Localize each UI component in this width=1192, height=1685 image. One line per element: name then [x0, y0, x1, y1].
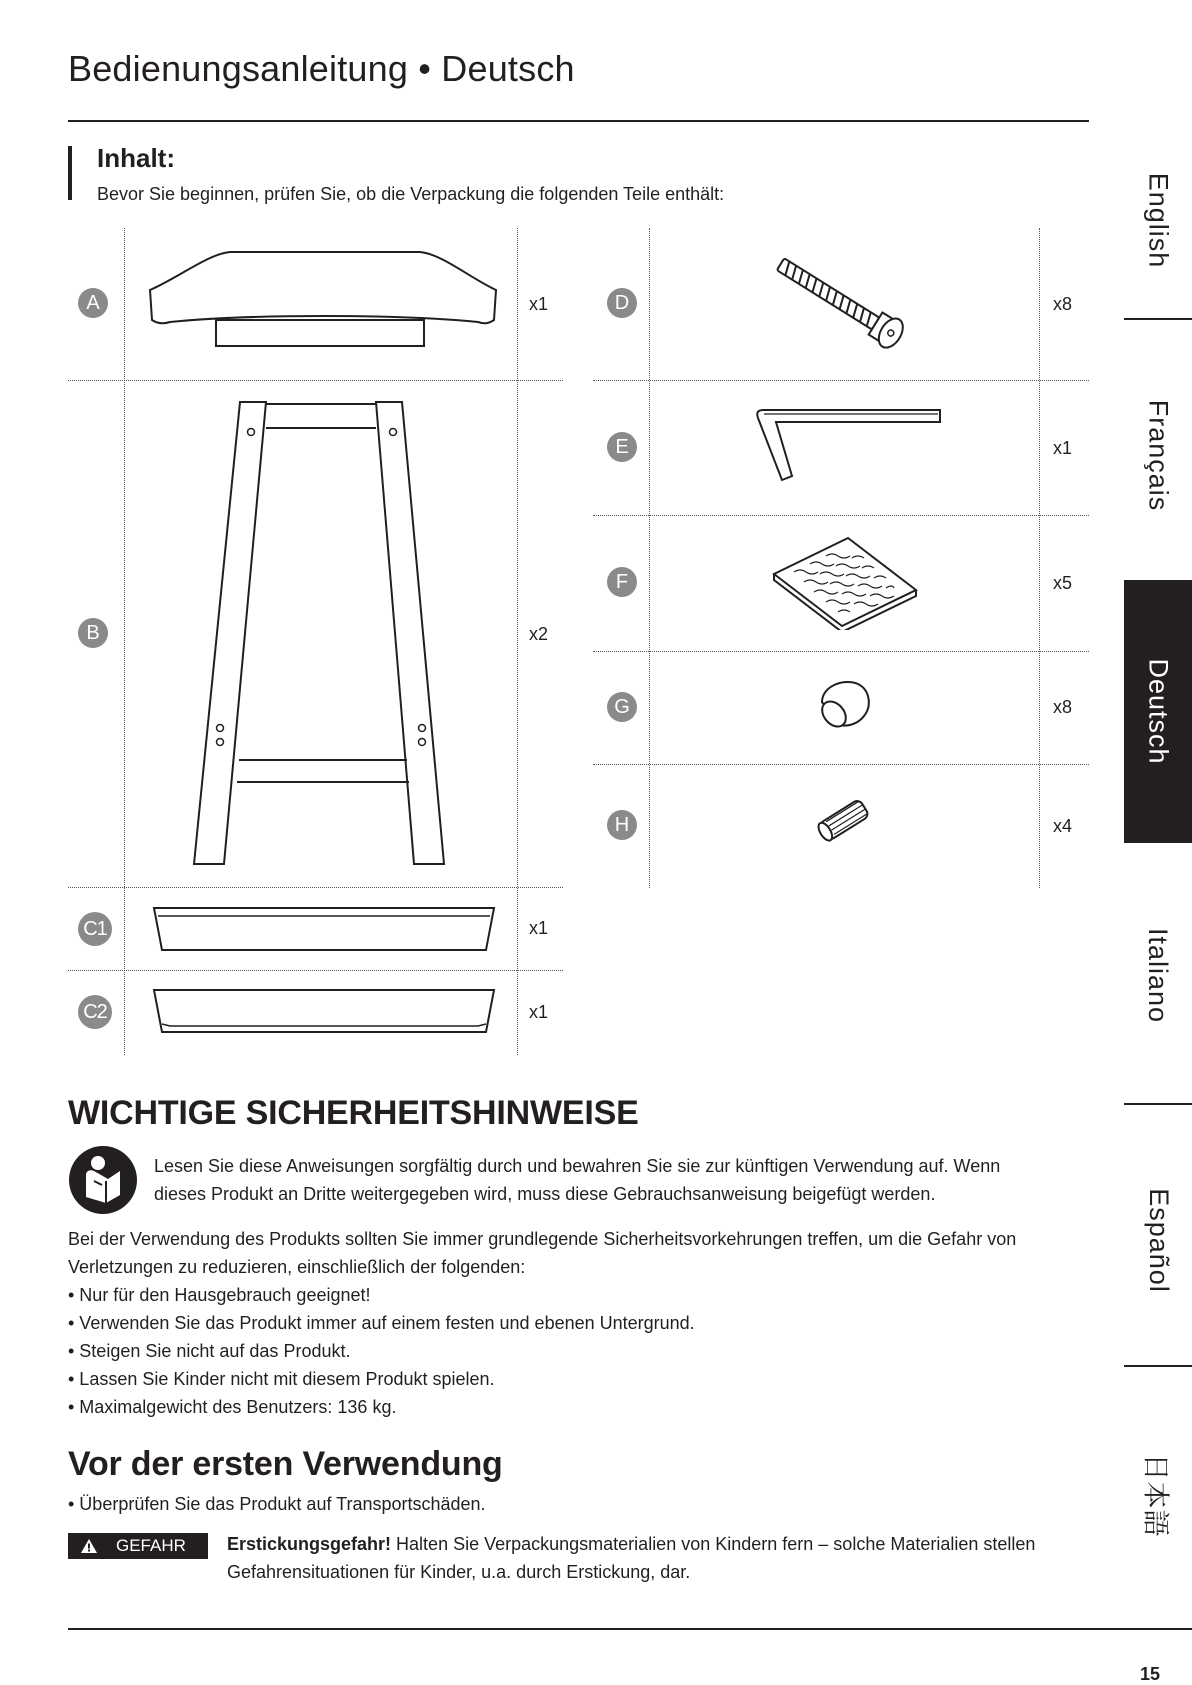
wooden-dowel-icon	[812, 796, 876, 844]
danger-label: GEFAHR	[116, 1536, 186, 1555]
grid-divider	[124, 228, 125, 1055]
safety-intro-line-2: dieses Produkt an Dritte weitergegeben wird, muss diese Gebrauchsanweisung beigefügt werden.	[154, 1184, 936, 1204]
part-label-d: D	[607, 288, 637, 318]
danger-text-line-2: Gefahrensituationen für Kinder, u.a. durch Erstickung, dar.	[227, 1562, 691, 1582]
safety-intro-line-1: Lesen Sie diese Anweisungen sorgfältig durch und bewahren Sie sie zur künftigen Verwendung auf. Wenn	[154, 1156, 1001, 1176]
leg-frame-icon	[190, 398, 456, 868]
safety-body-line-2: Verletzungen zu reduzieren, einschließlich der folgenden:	[68, 1257, 526, 1277]
tab-japanese[interactable]: 日本語	[1140, 1453, 1171, 1537]
part-qty-e: x1	[1053, 438, 1073, 458]
footer-rule	[68, 1628, 1192, 1630]
page-title: Bedienungsanleitung • Deutsch	[68, 48, 575, 89]
grid-divider	[517, 228, 518, 1055]
part-label-b: B	[78, 618, 108, 648]
part-label-a: A	[78, 288, 108, 318]
part-qty-g: x8	[1053, 697, 1073, 717]
tab-divider	[1124, 1103, 1192, 1105]
first-use-heading: Vor der ersten Verwendung	[68, 1445, 503, 1483]
safety-heading: WICHTIGE SICHERHEITSHINWEISE	[68, 1094, 639, 1132]
tab-deutsch[interactable]: Deutsch	[1124, 580, 1192, 843]
section-marker	[68, 146, 72, 200]
grid-divider	[593, 380, 1089, 381]
grid-divider	[1039, 228, 1040, 888]
part-qty-a: x1	[529, 294, 549, 314]
tab-francais[interactable]: Français	[1143, 399, 1174, 511]
tab-divider	[1124, 318, 1192, 320]
part-qty-h: x4	[1053, 816, 1073, 836]
part-qty-f: x5	[1053, 573, 1073, 593]
grid-divider	[593, 764, 1089, 765]
danger-badge	[68, 1533, 208, 1559]
crossbar-icon	[152, 904, 496, 954]
part-label-c2: C2	[78, 995, 112, 1029]
part-qty-c2: x1	[529, 1002, 549, 1022]
safety-bullet: • Maximalgewicht des Benutzers: 136 kg.	[68, 1397, 397, 1417]
seat-icon	[148, 248, 500, 352]
safety-bullet: • Steigen Sie nicht auf das Produkt.	[68, 1341, 351, 1361]
part-label-e: E	[607, 432, 637, 462]
bolt-icon	[766, 254, 922, 354]
grid-divider	[68, 380, 563, 381]
tab-espanol[interactable]: Español	[1143, 1187, 1174, 1293]
tab-italiano[interactable]: Italiano	[1143, 927, 1174, 1023]
grid-divider	[68, 970, 563, 971]
danger-text-line-1	[227, 1530, 1035, 1558]
allen-key-icon	[740, 404, 946, 486]
read-manual-icon	[68, 1145, 138, 1215]
safety-bullet: • Verwenden Sie das Produkt immer auf einem festen und ebenen Untergrund.	[68, 1313, 695, 1333]
part-label-c1: C1	[78, 912, 112, 946]
danger-text: Halten Sie Verpackungsmaterialien von Kindern fern – solche Materialien stellen	[391, 1534, 1036, 1554]
grid-divider	[593, 651, 1089, 652]
first-use-bullet: • Überprüfen Sie das Produkt auf Transportschäden.	[68, 1494, 486, 1514]
tab-divider	[1124, 1365, 1192, 1367]
danger-bold: Erstickungsgefahr!	[227, 1534, 392, 1554]
crossbar-icon	[152, 986, 496, 1036]
part-label-h: H	[607, 810, 637, 840]
contents-intro: Bevor Sie beginnen, prüfen Sie, ob die Verpackung die folgenden Teile enthält:	[97, 184, 725, 204]
grid-divider	[68, 887, 563, 888]
foot-cap-icon	[814, 676, 876, 732]
grid-divider	[593, 515, 1089, 516]
safety-bullet: • Lassen Sie Kinder nicht mit diesem Produkt spielen.	[68, 1369, 495, 1389]
safety-body-line-1: Bei der Verwendung des Produkts sollten Sie immer grundlegende Sicherheitsvorkehrungen treffen, um die Gefahr von	[68, 1229, 1017, 1249]
part-qty-d: x8	[1053, 294, 1073, 314]
part-label-g: G	[607, 692, 637, 722]
felt-pad-icon	[770, 534, 920, 630]
page-number: 15	[1140, 1664, 1161, 1684]
part-label-f: F	[607, 567, 637, 597]
safety-bullet: • Nur für den Hausgebrauch geeignet!	[68, 1285, 371, 1305]
part-qty-b: x2	[529, 624, 549, 644]
warning-icon	[80, 1538, 98, 1554]
grid-divider	[649, 228, 650, 888]
part-qty-c1: x1	[529, 918, 549, 938]
tab-english[interactable]: English	[1143, 172, 1174, 268]
header-rule	[68, 120, 1089, 122]
contents-heading: Inhalt:	[97, 143, 175, 173]
